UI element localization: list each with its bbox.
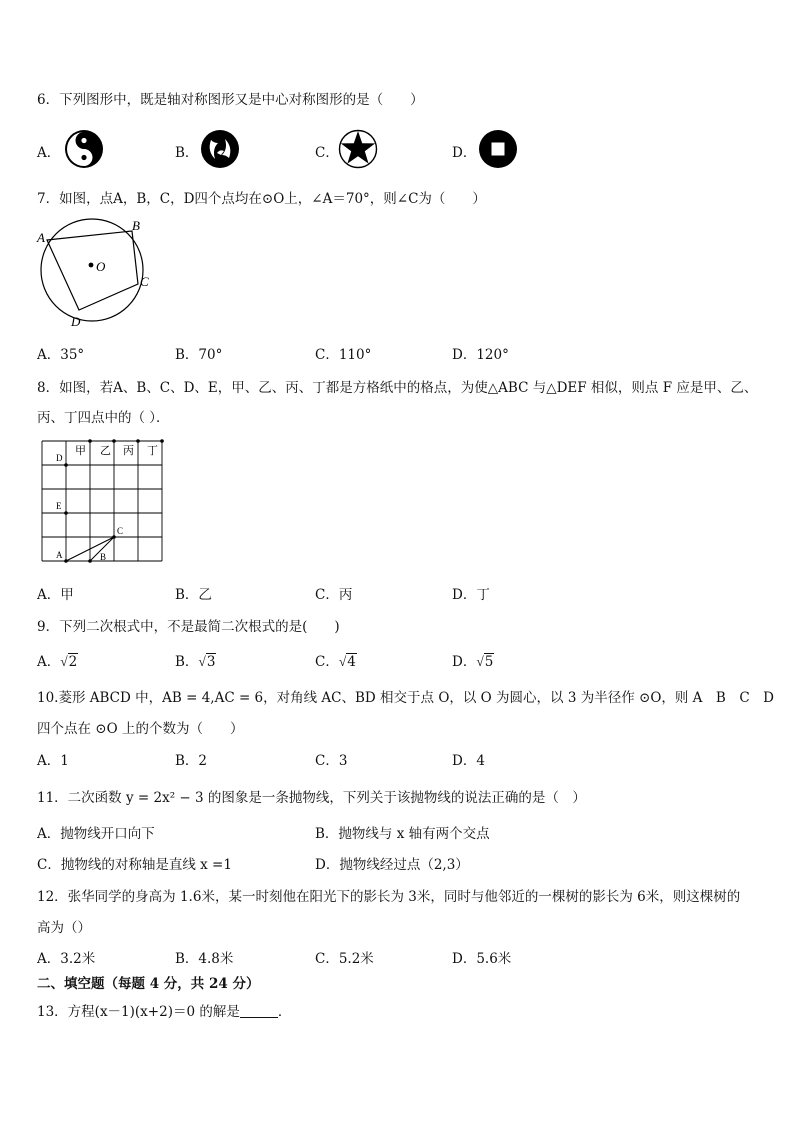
star-in-circle-icon — [338, 129, 378, 169]
q7-option-d: D．120° — [452, 347, 509, 363]
q6-option-b — [175, 141, 198, 161]
q12-stem-line2: 高为（） — [37, 920, 91, 936]
q7-option-a: A．35° — [37, 347, 85, 363]
q6-stem: 6．下列图形中，既是轴对称图形又是中心对称图形的是（ ） — [37, 92, 424, 108]
sqrt-icon: √ — [338, 654, 347, 669]
answer-blank[interactable] — [240, 1005, 278, 1018]
sqrt-icon: √ — [198, 654, 206, 669]
sqrt-icon: √ — [60, 654, 68, 669]
q9-option-a — [37, 650, 78, 670]
q8-option-b: B．乙 — [175, 587, 212, 603]
grid-label-e: E — [56, 501, 62, 511]
q7-option-c: C．110° — [315, 347, 372, 363]
q10-option-a: A．1 — [37, 753, 69, 769]
label-b: B — [132, 218, 140, 233]
swirl-emblem-icon — [200, 129, 240, 169]
q6-option-d — [452, 141, 476, 161]
quadrilateral-abcd — [47, 231, 138, 310]
q13-stem-text: 13．方程(x－1)(x+2)＝0 的解是 — [37, 1004, 240, 1020]
q12-option-b: B．4.8米 — [175, 951, 234, 967]
q6-option-b-label: B． — [175, 145, 199, 161]
q7-stem: 7．如图，点A，B，C，D四个点均在⊙O上，∠A＝70°，则∠C为（ ） — [37, 191, 486, 207]
q9-option-b — [175, 650, 216, 670]
q9-radicand-a: 2 — [68, 654, 78, 670]
q9-radicand-b: 3 — [206, 654, 216, 670]
grid-label-c: C — [117, 526, 124, 536]
q13-stem-end: ． — [277, 1004, 292, 1020]
q8-option-d: D．丁 — [452, 587, 490, 603]
q11-option-b: B．抛物线与 x 轴有两个交点 — [315, 826, 490, 842]
q9-option-a-label: A． — [37, 654, 61, 670]
grid-label-yi: 乙 — [100, 445, 111, 457]
label-o: O — [96, 259, 106, 274]
q9-option-c — [315, 650, 357, 670]
grid-label-ding: 丁 — [147, 445, 158, 457]
q10-stem-line2: 四个点在 ⊙O 上的个数为（ ） — [37, 721, 244, 737]
q8-grid-figure — [38, 437, 170, 565]
q9-option-d — [452, 650, 494, 670]
q8-stem-line1: 8．如图，若A、B、C、D、E，甲、乙、丙、丁都是方格纸中的格点，为使△ABC 与△DEF 相似，则点 F 应是甲、乙、 — [37, 380, 758, 396]
q9-option-c-label: C． — [315, 654, 339, 670]
q11-option-d: D．抛物线经过点（2,3） — [315, 857, 469, 873]
q8-option-a: A．甲 — [37, 587, 74, 603]
q12-stem-line1: 12．张华同学的身高为 1.6米，某一时刻他在阳光下的影长为 3米，同时与他邻近的一棵树的影长为 6米，则这棵树的 — [37, 889, 741, 905]
grid-label-bing: 丙 — [123, 445, 134, 457]
q13-stem — [37, 1000, 291, 1020]
q10-option-d: D．4 — [452, 753, 485, 769]
center-point-o — [89, 263, 94, 268]
q12-option-d: D．5.6米 — [452, 951, 512, 967]
grid-label-a: A — [56, 550, 63, 560]
label-d: D — [71, 314, 81, 329]
grid-label-b: B — [100, 552, 107, 562]
q10-stem-line1: 10.菱形 ABCD 中，AB = 4,AC = 6，对角线 AC、BD 相交于点 O，以 O 为圆心，以 3 为半径作 ⊙O，则 A B C D — [37, 690, 775, 706]
label-c: C — [140, 274, 149, 289]
label-a: A — [37, 230, 45, 245]
square-in-circle-icon — [478, 129, 518, 169]
grid-label-jia: 甲 — [75, 445, 86, 457]
q6-option-c — [315, 141, 339, 161]
q11-option-a: A．抛物线开口向下 — [37, 826, 155, 842]
q12-option-a: A．3.2米 — [37, 951, 96, 967]
grid-label-d: D — [56, 453, 63, 463]
q7-option-b: B．70° — [175, 347, 223, 363]
q9-option-b-label: B． — [175, 654, 199, 670]
q9-radicand-d: 5 — [484, 654, 494, 670]
yin-yang-icon — [64, 129, 104, 169]
q8-option-c: C．丙 — [315, 587, 353, 603]
q9-radicand-c: 4 — [347, 654, 356, 670]
section-heading: 二、填空题（每题 4 分，共 24 分） — [37, 976, 260, 992]
q9-stem: 9．下列二次根式中，不是最简二次根式的是( ) — [37, 619, 340, 635]
q6-option-d-label: D． — [452, 145, 477, 161]
q6-option-a — [37, 141, 60, 161]
circle-o — [41, 219, 143, 321]
q11-option-c: C．抛物线的对称轴是直线 x =1 — [37, 857, 232, 873]
q10-option-c: C．3 — [315, 753, 348, 769]
q10-option-b: B．2 — [175, 753, 208, 769]
q12-option-c: C．5.2米 — [315, 951, 374, 967]
q8-stem-line2: 丙、丁四点中的（ ）． — [37, 410, 170, 426]
q7-circle-figure — [34, 215, 159, 335]
sqrt-icon: √ — [476, 654, 484, 669]
q6-option-a-label: A． — [37, 145, 61, 161]
q9-option-d-label: D． — [452, 654, 477, 670]
q11-stem: 11．二次函数 y = 2x² − 3 的图象是一条抛物线，下列关于该抛物线的说法正确的是（ ） — [37, 790, 586, 806]
q6-option-c-label: C． — [315, 145, 339, 161]
